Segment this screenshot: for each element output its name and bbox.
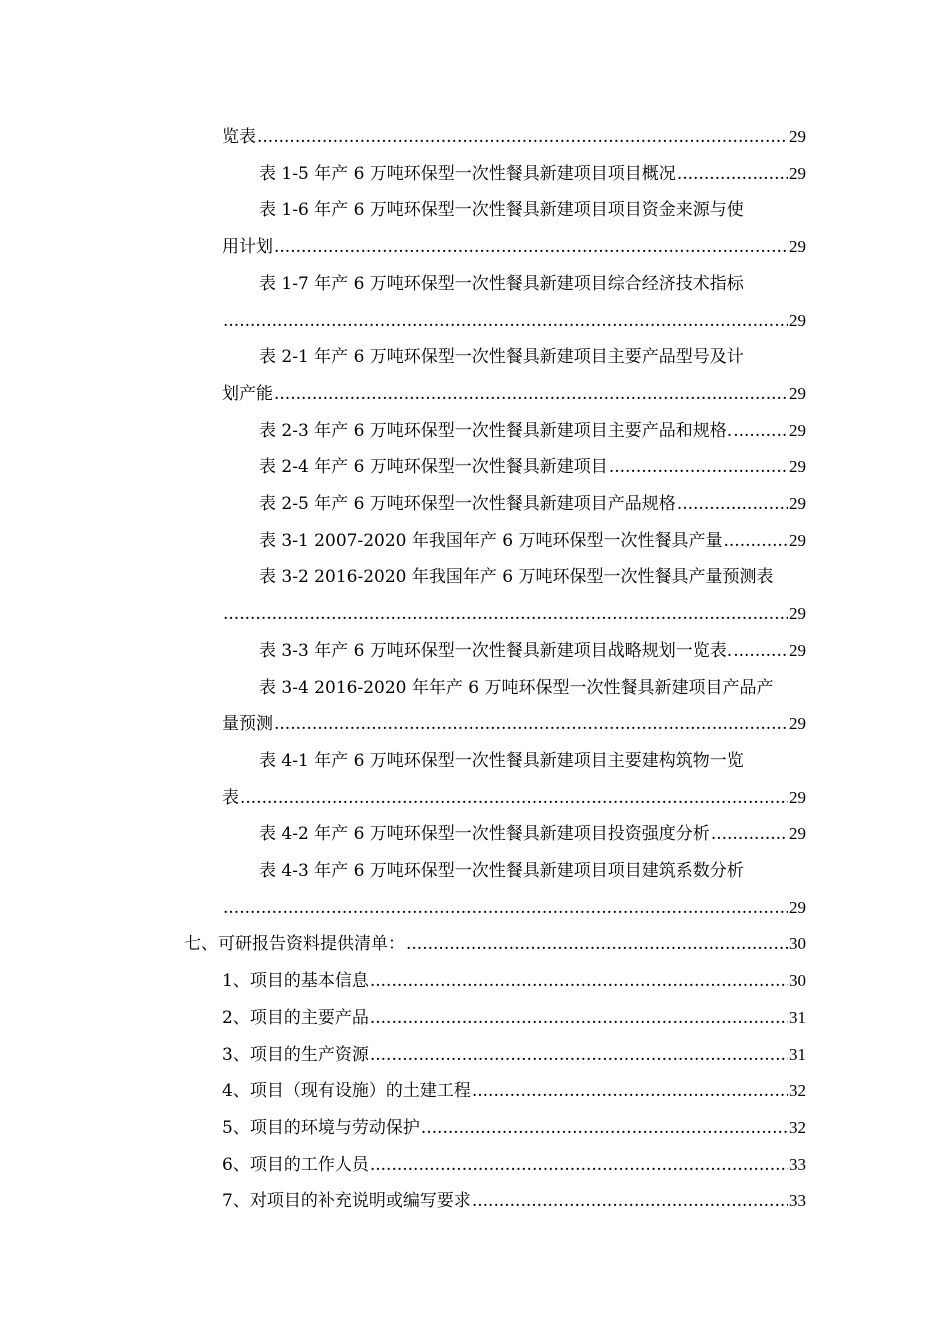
dot-leader [370,963,788,1000]
toc-page-number: 29 [789,604,806,624]
toc-page-number: 31 [789,1007,806,1027]
toc-page-number: 29 [789,494,806,513]
toc-page-number: 29 [789,530,806,550]
toc-page-number: 32 [789,1117,806,1137]
toc-page-number: 33 [789,1191,806,1211]
toc-entry-text: 表 4-1 年产 6 万吨环保型一次性餐具新建项目主要建构筑物一览 [259,750,744,771]
toc-page-number: 33 [789,1154,806,1174]
toc-entry-text: 表 1-5 年产 6 万吨环保型一次性餐具新建项目项目概况 [259,163,676,184]
dot-leader [472,1183,788,1220]
toc-page-number: 29 [789,457,806,477]
toc-entry-text: 表 4-3 年产 6 万吨环保型一次性餐具新建项目项目建筑系数分析 [259,861,744,881]
toc-entry-text: 7、对项目的补充说明或编写要求 [222,1191,471,1212]
toc-page-number: 29 [789,787,806,807]
toc-entry-continuation[interactable] [222,229,806,266]
toc-entry-text: 览表 [222,127,256,147]
toc-entry[interactable] [259,853,806,890]
dot-leader [257,119,788,156]
toc-page-number: 29 [789,127,806,146]
dot-leader [406,926,788,963]
toc-entry-text: 划产能 [222,383,273,404]
dot-leader [274,706,788,743]
toc-entry-text: 表 2-1 年产 6 万吨环保型一次性餐具新建项目主要产品型号及计 [259,347,744,368]
toc-page-number: 31 [789,1044,806,1064]
toc-entry-text: 5、项目的环境与劳动保护 [222,1117,420,1138]
dot-leader [240,780,788,817]
toc-page-number: 29 [789,824,806,844]
toc-page-number: 29 [789,714,806,734]
toc-entry-text: 表 1-7 年产 6 万吨环保型一次性餐具新建项目综合经济技术指标 [259,273,744,294]
toc-entry[interactable] [222,119,806,156]
toc-entry-text: 表 3-4 2016-2020 年年产 6 万吨环保型一次性餐具新建项目产品产 [259,677,774,698]
toc-subsection[interactable] [222,1073,806,1110]
toc-entry-continuation[interactable] [222,780,806,817]
toc-entry-text: 6、项目的工作人员 [222,1154,369,1175]
toc-entry-text: 表 3-1 2007-2020 年我国年产 6 万吨环保型一次性餐具产量 [259,530,723,551]
toc-page-number: 29 [789,640,806,660]
toc-subsection[interactable] [222,1000,806,1037]
toc-subsection[interactable] [222,1037,806,1074]
dot-leader [370,1147,788,1184]
dot-leader [609,449,788,486]
toc-entry-text: 4、项目（现有设施）的土建工程 [222,1081,471,1102]
toc-entry-text: 表 [222,787,239,808]
toc-entry-text: 3、项目的生产资源 [222,1044,369,1065]
toc-entry-continuation[interactable] [222,376,806,413]
toc-entry-text: 表 2-5 年产 6 万吨环保型一次性餐具新建项目产品规格 [259,494,676,514]
toc-page-number: 29 [789,310,806,330]
toc-page-number: 29 [789,420,806,440]
toc-subsection[interactable] [222,1183,806,1220]
toc-entry[interactable] [259,559,806,596]
toc-entry[interactable] [259,523,806,560]
dot-leader [421,1110,788,1147]
toc-entry-text: 七、可研报告资料提供清单： [184,934,405,955]
toc-entry[interactable] [259,743,806,780]
toc-page-number: 30 [789,971,806,991]
toc-entry-text: 表 3-3 年产 6 万吨环保型一次性餐具新建项目战略规划一览表. [259,640,733,661]
toc-entry[interactable] [259,266,806,303]
dot-leader [723,523,788,560]
toc-entry-text: 表 2-4 年产 6 万吨环保型一次性餐具新建项目 [259,457,608,478]
toc-page-number: 29 [789,237,806,257]
toc-entry[interactable] [259,449,806,486]
dot-leader [677,486,788,523]
toc-entry[interactable] [259,670,806,707]
toc-entry-text: 2、项目的主要产品 [222,1007,369,1028]
dot-leader [223,596,788,633]
toc-entry-continuation[interactable] [222,706,806,743]
toc-subsection[interactable] [222,1110,806,1147]
toc-entry-continuation[interactable] [222,303,806,340]
toc-entry-text: 用计划 [222,237,273,258]
toc-entry-continuation[interactable] [222,890,806,927]
dot-leader [274,376,788,413]
toc-entry-text: 表 1-6 年产 6 万吨环保型一次性餐具新建项目项目资金来源与使 [259,200,744,221]
toc-entry-text: 1、项目的基本信息 [222,971,369,992]
toc-page-number: 29 [789,383,806,403]
toc-page-number: 30 [789,934,806,954]
toc-subsection[interactable] [222,1147,806,1184]
toc-page-number: 32 [789,1081,806,1101]
dot-leader [223,303,788,340]
dot-leader [733,633,788,670]
dot-leader [711,816,788,853]
toc-entry[interactable] [259,339,806,376]
toc-entry[interactable] [259,633,806,670]
toc-page-number: 29 [789,163,806,183]
toc-entry-text: 表 2-3 年产 6 万吨环保型一次性餐具新建项目主要产品和规格. [259,420,733,441]
dot-leader [370,1037,788,1074]
dot-leader [733,413,788,450]
toc-subsection[interactable] [222,963,806,1000]
toc-entry-continuation[interactable] [222,596,806,633]
toc-entry[interactable] [259,192,806,229]
toc-entry[interactable] [259,816,806,853]
dot-leader [223,890,788,927]
toc-page-number: 29 [789,897,806,917]
toc-entry[interactable] [259,156,806,193]
toc-entry-text: 表 4-2 年产 6 万吨环保型一次性餐具新建项目投资强度分析 [259,824,710,845]
toc-section-heading[interactable] [184,926,806,963]
toc-entry-text: 表 3-2 2016-2020 年我国年产 6 万吨环保型一次性餐具产量预测表 [259,567,774,588]
toc-entry[interactable] [259,486,806,523]
dot-leader [274,229,788,266]
dot-leader [677,156,788,193]
toc-entry-text: 量预测 [222,714,273,735]
dot-leader [472,1073,788,1110]
toc-entry[interactable] [259,413,806,450]
dot-leader [370,1000,788,1037]
